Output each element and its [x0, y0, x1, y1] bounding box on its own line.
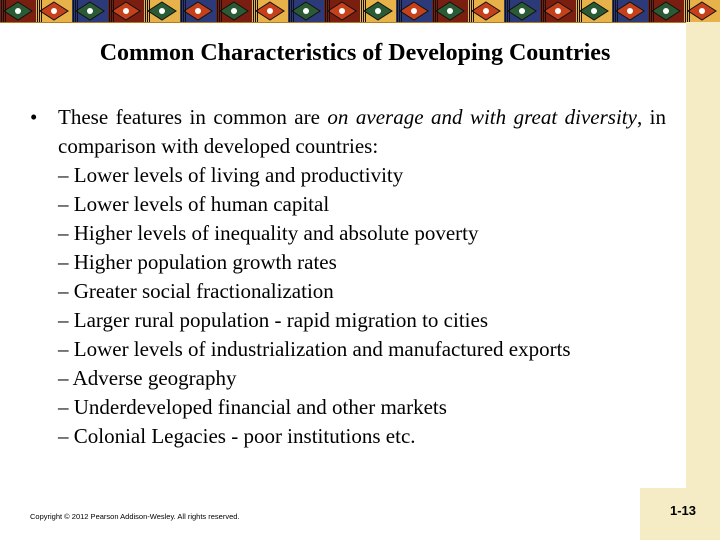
bullet-text — [58, 103, 666, 161]
sub-point: – Lower levels of living and productivity — [58, 163, 404, 187]
pattern-tile — [612, 0, 648, 22]
pattern-tile — [0, 0, 36, 22]
bullet-marker: • — [30, 105, 38, 129]
pattern-tile — [648, 0, 684, 22]
sub-point: – Adverse geography — [58, 366, 237, 390]
pattern-tile — [360, 0, 396, 22]
slide-number: 1-13 — [669, 503, 696, 518]
sub-point: – Greater social fractionalization — [58, 279, 334, 303]
pattern-tile — [576, 0, 612, 22]
sub-point: – Higher levels of inequality and absolute poverty — [58, 221, 479, 245]
pattern-tile — [36, 0, 72, 22]
pattern-tile — [684, 0, 720, 22]
sub-point: – Lower levels of industrialization and manufactured exports — [58, 337, 571, 361]
pattern-tile — [540, 0, 576, 22]
pattern-tile — [252, 0, 288, 22]
pattern-tile — [216, 0, 252, 22]
slide-title: Common Characteristics of Developing Countries — [99, 40, 611, 66]
pattern-tile — [108, 0, 144, 22]
pattern-tile — [180, 0, 216, 22]
sub-point: – Larger rural population - rapid migration to cities — [58, 308, 488, 332]
copyright-notice: Copyright © 2012 Pearson Addison-Wesley. All rights reserved. — [30, 512, 240, 521]
pattern-tile — [288, 0, 324, 22]
sub-point-list — [30, 161, 666, 451]
pattern-tile — [144, 0, 180, 22]
pattern-graphic — [0, 0, 720, 22]
pattern-tile — [72, 0, 108, 22]
slide-body — [30, 103, 666, 451]
sub-point: – Higher population growth rates — [58, 250, 337, 274]
sub-point: – Underdeveloped financial and other markets — [58, 395, 447, 419]
bullet-lead-tail: , in comparison with developed countries: — [58, 105, 667, 158]
side-panel — [686, 22, 720, 488]
bullet-emphasis: on average and with great diversity — [327, 105, 637, 129]
bullet-point — [30, 103, 666, 161]
decorative-pattern-banner — [0, 0, 720, 23]
pattern-tile — [432, 0, 468, 22]
pattern-tile — [324, 0, 360, 22]
pattern-tile — [396, 0, 432, 22]
sub-point: – Lower levels of human capital — [58, 192, 330, 216]
pattern-tile — [504, 0, 540, 22]
bullet-lead: These features in common are — [58, 105, 328, 129]
sub-point: – Colonial Legacies - poor institutions etc. — [58, 424, 416, 448]
pattern-tile — [468, 0, 504, 22]
